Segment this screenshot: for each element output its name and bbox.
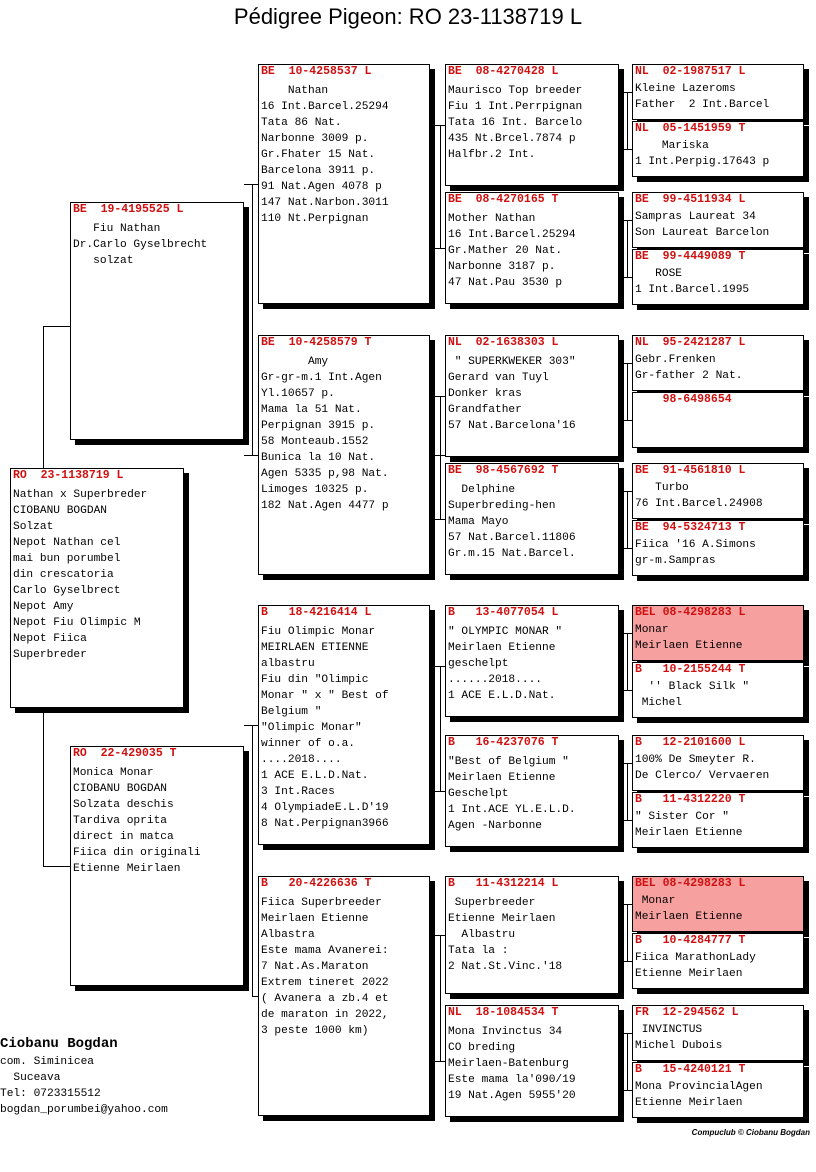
ggp-card-5 xyxy=(445,735,619,847)
pedigree-line: Agen -Narbonne xyxy=(448,820,542,832)
gggp-card-11 xyxy=(632,792,804,848)
connector-line xyxy=(252,184,253,455)
pedigree-line: Agen 5335 p,98 Nat. xyxy=(261,468,389,480)
pedigree-line: Carlo Gyselbrect xyxy=(13,585,121,597)
ring-number: B 12-2101600 L xyxy=(635,736,746,749)
pedigree-line: Delphine xyxy=(448,484,516,496)
connector-line xyxy=(627,92,628,149)
connector-line xyxy=(440,666,441,791)
sire-card xyxy=(70,202,244,440)
connector-line xyxy=(43,326,70,327)
gggp-card-7 xyxy=(632,520,804,576)
pedigree-line: Nathan xyxy=(261,85,329,97)
pedigree-line: CIOBANU BOGDAN xyxy=(73,783,167,795)
connector-line xyxy=(430,666,445,667)
ring-number: B 13-4077054 L xyxy=(448,606,559,619)
ring-number: FR 12-294562 L xyxy=(635,1006,739,1019)
ring-number: NL 02-1638303 L xyxy=(448,336,559,349)
pedigree-line: Gr-gr-m.1 Int.Agen xyxy=(261,372,382,384)
pedigree-line: Nepot Amy xyxy=(13,601,74,613)
owner-email: bogdan_porumbei@yahoo.com xyxy=(0,1104,168,1116)
pedigree-line: Monar xyxy=(635,895,676,907)
gggp-card-10 xyxy=(632,735,804,791)
connector-line xyxy=(619,690,632,691)
pedigree-line: Sampras Laureat 34 xyxy=(635,211,756,223)
pedigree-line: Geschelpt xyxy=(448,788,509,800)
pedigree-line: " SUPERKWEKER 303" xyxy=(448,356,576,368)
pedigree-line: Monar xyxy=(635,624,669,636)
ring-number: NL 18-1084534 T xyxy=(448,1006,559,1019)
pedigree-line: 57 Nat.Barcelona'16 xyxy=(448,420,576,432)
pedigree-line: de maraton in 2022, xyxy=(261,1009,389,1021)
pedigree-line: Fiica MarathonLady xyxy=(635,952,756,964)
ring-number: B 10-2155244 T xyxy=(635,663,746,676)
pedigree-line: ....2018.... xyxy=(261,754,342,766)
ring-number: BE 99-4511934 L xyxy=(635,193,746,206)
ring-number: BEL 08-4298283 L xyxy=(635,877,746,890)
connector-line xyxy=(619,363,632,364)
connector-line xyxy=(619,420,632,421)
gp-card-1 xyxy=(258,335,430,575)
pedigree-line: INVINCTUS xyxy=(635,1024,703,1036)
connector-line xyxy=(619,820,632,821)
connector-line xyxy=(619,220,632,221)
ggp-card-7 xyxy=(445,1005,619,1117)
gggp-card-15 xyxy=(632,1062,804,1118)
pedigree-line: Gr-father 2 Nat. xyxy=(635,370,743,382)
ring-number: NL 95-2421287 L xyxy=(635,336,746,349)
subject-pigeon-card xyxy=(10,468,184,708)
gggp-card-13 xyxy=(632,933,804,989)
pedigree-line: Este mama Avanerei: xyxy=(261,945,389,957)
pedigree-line: " OLYMPIC MONAR " xyxy=(448,626,563,638)
pedigree-line: Solzata deschis xyxy=(73,799,174,811)
pedigree-line: Mona Invinctus 34 xyxy=(448,1026,563,1038)
connector-line xyxy=(619,904,632,905)
ring-number: BE 98-4567692 T xyxy=(448,464,559,477)
pedigree-line: "Best of Belgium " xyxy=(448,756,569,768)
connector-line xyxy=(627,1033,628,1090)
pedigree-line: 1 Int.Barcel.1995 xyxy=(635,284,750,296)
owner-name: Ciobanu Bogdan xyxy=(0,1036,118,1052)
ring-number: RO 22-429035 T xyxy=(73,747,177,760)
pedigree-line: Gr.Fhater 15 Nat. xyxy=(261,149,376,161)
pedigree-line: Grandfather xyxy=(448,404,522,416)
connector-line xyxy=(619,491,632,492)
ring-number: BE 19-4195525 L xyxy=(73,203,184,216)
pedigree-line: Dr.Carlo Gyselbrecht xyxy=(73,239,208,251)
pedigree-line: 110 Nt.Perpignan xyxy=(261,213,369,225)
connector-line xyxy=(430,935,445,936)
pedigree-line: Fiica din originali xyxy=(73,847,201,859)
pedigree-line: Tata 16 Int. Barcelo xyxy=(448,117,583,129)
ggp-card-3 xyxy=(445,463,619,575)
connector-line xyxy=(430,1061,445,1062)
pedigree-line: Narbonne 3187 p. xyxy=(448,261,556,273)
connector-line xyxy=(619,548,632,549)
pedigree-line: 57 Nat.Barcel.11806 xyxy=(448,532,576,544)
pedigree-line: Narbonne 3009 p. xyxy=(261,133,369,145)
connector-line xyxy=(627,363,628,420)
ring-number: BE 10-4258579 T xyxy=(261,336,372,349)
ggp-card-2 xyxy=(445,335,619,457)
ring-number: BE 99-4449089 T xyxy=(635,250,746,263)
pedigree-line: Turbo xyxy=(635,482,689,494)
connector-line xyxy=(619,763,632,764)
pedigree-line: ROSE xyxy=(635,268,682,280)
pedigree-line: Monica Monar xyxy=(73,767,154,779)
pedigree-line: CIOBANU BOGDAN xyxy=(13,505,107,517)
ring-number: B 11-4312220 T xyxy=(635,793,746,806)
gp-card-3 xyxy=(258,876,430,1116)
pedigree-line: Fiu Olimpic Monar xyxy=(261,626,376,638)
gggp-card-5 xyxy=(632,392,804,448)
pedigree-line: Fiu Nathan xyxy=(73,223,161,235)
gggp-card-1 xyxy=(632,121,804,177)
connector-line xyxy=(627,904,628,961)
gggp-card-0 xyxy=(632,64,804,120)
ring-number: B 10-4284777 T xyxy=(635,934,746,947)
gggp-card-4 xyxy=(632,335,804,391)
pedigree-line: Etienne Meirlaen xyxy=(635,1097,743,1109)
pedigree-line: Superbreding-hen xyxy=(448,500,556,512)
ring-number: NL 05-1451959 T xyxy=(635,122,746,135)
pedigree-line: solzat xyxy=(73,255,134,267)
connector-line xyxy=(430,396,445,397)
connector-line xyxy=(43,326,44,468)
pedigree-line: Etienne Meirlaen xyxy=(448,913,556,925)
pedigree-line: '' Black Silk " xyxy=(635,681,750,693)
pedigree-line: Fiica Superbreeder xyxy=(261,897,382,909)
connector-line xyxy=(43,866,70,867)
pedigree-line: Meirlaen Etienne xyxy=(635,911,743,923)
pedigree-line: 1 Int.ACE YL.E.L.D. xyxy=(448,804,576,816)
ring-number: BE 10-4258537 L xyxy=(261,65,372,78)
gp-card-0 xyxy=(258,64,430,304)
pedigree-line: din crescatoria xyxy=(13,569,114,581)
pedigree-line: 2 Nat.St.Vinc.'18 xyxy=(448,961,563,973)
pedigree-line: Nepot Fiu Olimpic M xyxy=(13,617,141,629)
gggp-card-12 xyxy=(632,876,804,932)
pedigree-line: ......2018.... xyxy=(448,674,542,686)
pedigree-line: ( Avanera a zb.4 et xyxy=(261,993,389,1005)
pedigree-line: 91 Nat.Agen 4078 p xyxy=(261,181,382,193)
pedigree-line: Father 2 Int.Barcel xyxy=(635,99,770,111)
owner-block xyxy=(0,1034,168,1118)
pedigree-line: Tata la : xyxy=(448,945,509,957)
ring-number: B 18-4216414 L xyxy=(261,606,372,619)
connector-line xyxy=(252,725,253,996)
pedigree-line: Mother Nathan xyxy=(448,213,536,225)
pedigree-line: Gebr.Frenken xyxy=(635,354,716,366)
pedigree-line: geschelpt xyxy=(448,658,509,670)
pedigree-line: 8 Nat.Perpignan3966 xyxy=(261,818,389,830)
pedigree-line: 3 peste 1000 km) xyxy=(261,1025,369,1037)
pedigree-line: Fiu din "Olimpic xyxy=(261,674,369,686)
ring-number: B 20-4226636 T xyxy=(261,877,372,890)
pedigree-line: Mona ProvincialAgen xyxy=(635,1081,763,1093)
pedigree-line: 1 ACE E.L.D.Nat. xyxy=(261,770,369,782)
pedigree-line: 1 ACE E.L.D.Nat. xyxy=(448,690,556,702)
connector-line xyxy=(430,519,445,520)
pedigree-line: Solzat xyxy=(13,521,54,533)
connector-line xyxy=(430,248,445,249)
pedigree-line: Mariska xyxy=(635,140,709,152)
connector-line xyxy=(627,763,628,820)
gggp-card-6 xyxy=(632,463,804,519)
ggp-card-0 xyxy=(445,64,619,186)
owner-address-2: Suceava xyxy=(0,1072,61,1084)
connector-line xyxy=(43,708,44,866)
pedigree-line: Superbreeder xyxy=(448,897,536,909)
pedigree-line: 19 Nat.Agen 5955'20 xyxy=(448,1090,576,1102)
pedigree-line: MEIRLAEN ETIENNE xyxy=(261,642,369,654)
pedigree-line: "Olimpic Monar" xyxy=(261,722,362,734)
pedigree-line: Este mama la'090/19 xyxy=(448,1074,576,1086)
pedigree-line: Gerard van Tuyl xyxy=(448,372,549,384)
ring-number: 98-6498654 xyxy=(635,393,732,406)
pedigree-line: Meirlaen Etienne xyxy=(635,640,743,652)
pedigree-line: Meirlaen Etienne xyxy=(448,642,556,654)
pedigree-line: Perpignan 3915 p. xyxy=(261,420,376,432)
pedigree-line: Gr.m.15 Nat.Barcel. xyxy=(448,548,576,560)
pedigree-line: Yl.10657 p. xyxy=(261,388,335,400)
pedigree-line: Albastru xyxy=(448,929,516,941)
pedigree-line: 435 Nt.Brcel.7874 p xyxy=(448,133,576,145)
pedigree-line: Albastra xyxy=(261,929,315,941)
connector-line xyxy=(430,125,445,126)
ggp-card-1 xyxy=(445,192,619,304)
owner-phone: Tel: 0723315512 xyxy=(0,1088,101,1100)
pedigree-line: 47 Nat.Pau 3530 p xyxy=(448,277,563,289)
connector-line xyxy=(619,92,632,93)
connector-line xyxy=(244,725,258,726)
pedigree-line: 76 Int.Barcel.24908 xyxy=(635,498,763,510)
pedigree-line: Mama la 51 Nat. xyxy=(261,404,362,416)
pedigree-line: Kleine Lazeroms xyxy=(635,83,736,95)
pedigree-line: Donker kras xyxy=(448,388,522,400)
pedigree-line: Son Laureat Barcelon xyxy=(635,227,770,239)
pedigree-line: CO breding xyxy=(448,1042,516,1054)
pedigree-line: Bunica la 10 Nat. xyxy=(261,452,376,464)
connector-line xyxy=(244,184,258,185)
pedigree-line: Monar " x " Best of xyxy=(261,690,389,702)
ring-number: B 15-4240121 T xyxy=(635,1063,746,1076)
gggp-card-8 xyxy=(632,605,804,661)
pedigree-line: Halfbr.2 Int. xyxy=(448,149,536,161)
pedigree-line: Michel Dubois xyxy=(635,1040,723,1052)
ring-number: B 16-4237076 T xyxy=(448,736,559,749)
pedigree-line: 3 Int.Races xyxy=(261,786,335,798)
pedigree-line: Maurisco Top breeder xyxy=(448,85,583,97)
gp-card-2 xyxy=(258,605,430,845)
pedigree-line: Fiu 1 Int.Perrpignan xyxy=(448,101,583,113)
pedigree-line: Michel xyxy=(635,697,682,709)
connector-line xyxy=(619,277,632,278)
dam-card xyxy=(70,746,244,986)
pedigree-line: mai bun porumbel xyxy=(13,553,121,565)
pedigree-line: Meirlaen-Batenburg xyxy=(448,1058,569,1070)
pedigree-line: Meirlaen Etienne xyxy=(261,913,369,925)
gggp-card-2 xyxy=(632,192,804,248)
owner-address-1: com. Siminicea xyxy=(0,1056,94,1068)
pedigree-line: gr-m.Sampras xyxy=(635,555,716,567)
connector-line xyxy=(619,149,632,150)
ring-number: BE 94-5324713 T xyxy=(635,521,746,534)
ggp-card-6 xyxy=(445,876,619,994)
pedigree-line: 1 Int.Perpig.17643 p xyxy=(635,156,770,168)
connector-line xyxy=(619,1033,632,1034)
ring-number: B 11-4312214 L xyxy=(448,877,559,890)
pedigree-line: Nathan x Superbreder xyxy=(13,489,148,501)
pedigree-line: Etienne Meirlaen xyxy=(73,863,181,875)
pedigree-line: 16 Int.Barcel.25294 xyxy=(261,101,389,113)
ring-number: RO 23-1138719 L xyxy=(13,469,124,482)
pedigree-line: Fiica '16 A.Simons xyxy=(635,539,756,551)
pedigree-line: winner of o.a. xyxy=(261,738,355,750)
gggp-card-14 xyxy=(632,1005,804,1061)
pedigree-line: 4 OlympiadeE.L.D'19 xyxy=(261,802,389,814)
connector-line xyxy=(619,1090,632,1091)
pedigree-line: Tardiva oprita xyxy=(73,815,167,827)
connector-line xyxy=(619,961,632,962)
connector-line xyxy=(440,935,441,1061)
pedigree-line: direct in matca xyxy=(73,831,174,843)
pedigree-line: Barcelona 3911 p. xyxy=(261,165,376,177)
connector-line xyxy=(627,220,628,277)
pedigree-line: Nepot Nathan cel xyxy=(13,537,121,549)
pedigree-line: 147 Nat.Narbon.3011 xyxy=(261,197,389,209)
pedigree-line: Gr.Mather 20 Nat. xyxy=(448,245,563,257)
connector-line xyxy=(430,791,445,792)
pedigree-line: 58 Monteaub.1552 xyxy=(261,436,369,448)
pedigree-line: albastru xyxy=(261,658,315,670)
pedigree-line: Nepot Fiica xyxy=(13,633,87,645)
pedigree-line: 100% De Smeyter R. xyxy=(635,754,756,766)
pedigree-line: 16 Int.Barcel.25294 xyxy=(448,229,576,241)
ring-number: NL 02-1987517 L xyxy=(635,65,746,78)
connector-line xyxy=(440,396,441,519)
pedigree-line: 7 Nat.As.Maraton xyxy=(261,961,369,973)
ring-number: BEL 08-4298283 L xyxy=(635,606,746,619)
pedigree-line: Tata 86 Nat. xyxy=(261,117,342,129)
ring-number: BE 08-4270428 L xyxy=(448,65,559,78)
pedigree-line: " Sister Cor " xyxy=(635,811,729,823)
ring-number: BE 08-4270165 T xyxy=(448,193,559,206)
gggp-card-3 xyxy=(632,249,804,305)
ggp-card-4 xyxy=(445,605,619,717)
pedigree-line: Belgium " xyxy=(261,706,322,718)
pedigree-line: Limoges 10325 p. xyxy=(261,484,369,496)
pedigree-line: Mama Mayo xyxy=(448,516,509,528)
connector-line xyxy=(627,491,628,548)
gggp-card-9 xyxy=(632,662,804,718)
ring-number: BE 91-4561810 L xyxy=(635,464,746,477)
connector-line xyxy=(440,125,441,248)
connector-line xyxy=(619,633,632,634)
footer-credit: Compuclub © Ciobanu Bogdan xyxy=(691,1128,810,1137)
pedigree-line: Extrem tineret 2022 xyxy=(261,977,389,989)
pedigree-line: Meirlaen Etienne xyxy=(635,827,743,839)
page-title: Pédigree Pigeon: RO 23-1138719 L xyxy=(233,4,583,29)
pedigree-line: Amy xyxy=(261,356,329,368)
pedigree-line: De Clerco/ Vervaeren xyxy=(635,770,770,782)
pedigree-line: Etienne Meirlaen xyxy=(635,968,743,980)
connector-line xyxy=(627,633,628,690)
pedigree-line: 182 Nat.Agen 4477 p xyxy=(261,500,389,512)
pedigree-line: Superbreder xyxy=(13,649,87,661)
pedigree-line: Meirlaen Etienne xyxy=(448,772,556,784)
